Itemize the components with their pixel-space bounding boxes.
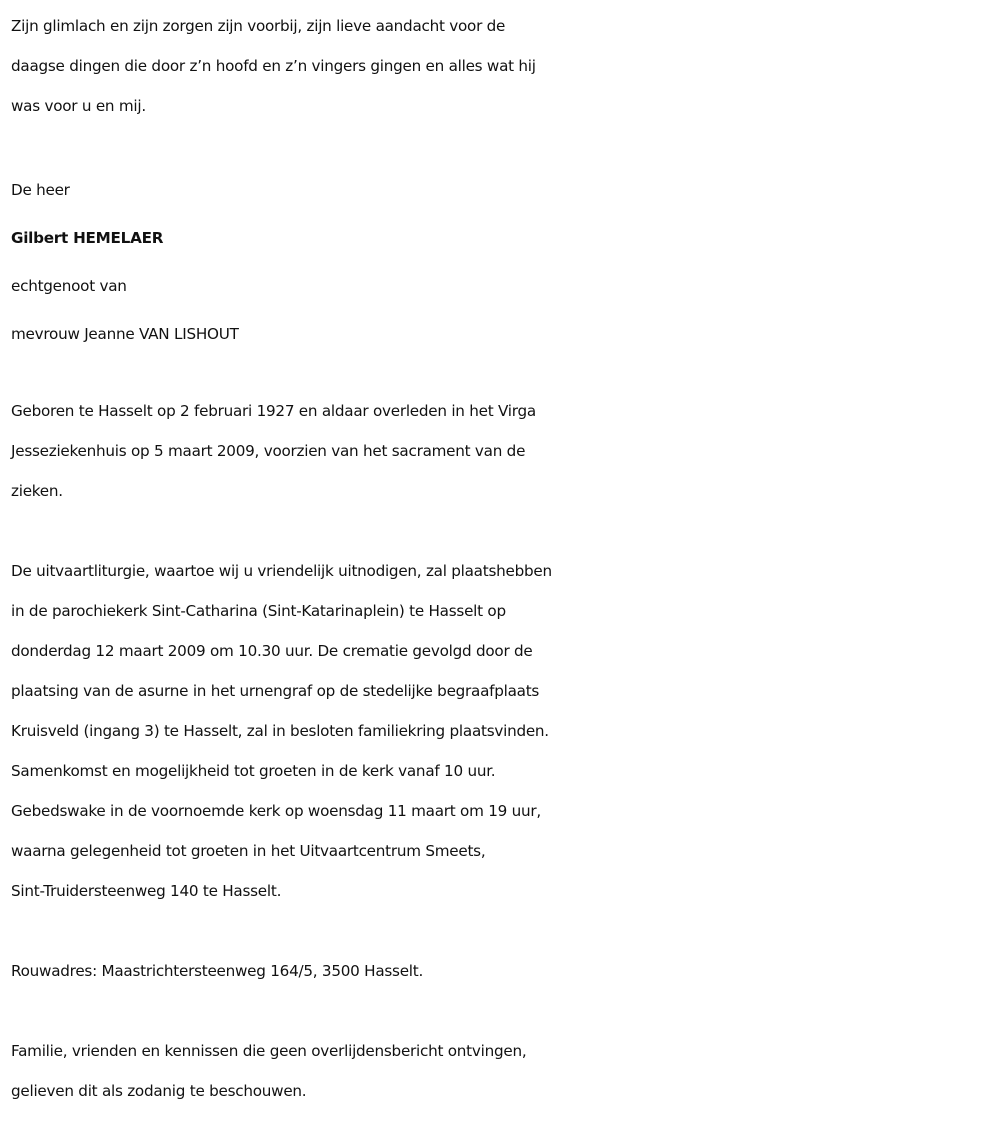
relation: echtgenoot van <box>11 277 127 295</box>
paragraph-gap <box>11 911 988 951</box>
address-paragraph <box>11 951 988 991</box>
funeral-line: donderdag 12 maart 2009 om 10.30 uur. De crematie gevolgd door de <box>11 642 533 660</box>
funeral-line: Gebedswake in de voornoemde kerk op woensdag 11 maart om 19 uur, <box>11 802 541 820</box>
paragraph-gap <box>11 511 988 551</box>
funeral-paragraph <box>11 551 988 911</box>
funeral-line: waarna gelegenheid tot groeten in het Uitvaartcentrum Smeets, <box>11 842 486 860</box>
birth-death-paragraph <box>11 391 988 511</box>
funeral-line: plaatsing van de asurne in het urnengraf op de stedelijke begraafplaats <box>11 682 540 700</box>
birth-death-line: Geboren te Hasselt op 2 februari 1927 en aldaar overleden in het Virga <box>11 402 536 420</box>
paragraph-gap <box>11 126 988 166</box>
funeral-line: Samenkomst en mogelijkheid tot groeten in de kerk vanaf 10 uur. <box>11 762 496 780</box>
intro-line: was voor u en mij. <box>11 97 146 115</box>
spouse-name: mevrouw Jeanne VAN LISHOUT <box>11 325 239 343</box>
deceased-name: Gilbert HEMELAER <box>11 229 164 247</box>
funeral-line: in de parochiekerk Sint-Catharina (Sint-Katarinaplein) te Hasselt op <box>11 602 506 620</box>
birth-death-line: Jesseziekenhuis op 5 maart 2009, voorzien van het sacrament van de <box>11 442 526 460</box>
intro-line: daagse dingen die door z’n hoofd en z’n vingers gingen en alles wat hij <box>11 57 536 75</box>
funeral-line: Kruisveld (ingang 3) te Hasselt, zal in besloten familiekring plaatsvinden. <box>11 722 549 740</box>
closing-paragraph <box>11 1031 988 1111</box>
salutation: De heer <box>11 181 70 199</box>
mourning-address: Rouwadres: Maastrichtersteenweg 164/5, 3500 Hasselt. <box>11 962 424 980</box>
person-block <box>11 166 988 358</box>
closing-line: Familie, vrienden en kennissen die geen overlijdensbericht ontvingen, <box>11 1042 527 1060</box>
paragraph-gap <box>11 358 988 391</box>
closing-line: gelieven dit als zodanig te beschouwen. <box>11 1082 307 1100</box>
intro-paragraph <box>11 6 988 126</box>
funeral-line: Sint-Truidersteenweg 140 te Hasselt. <box>11 882 282 900</box>
intro-line: Zijn glimlach en zijn zorgen zijn voorbij, zijn lieve aandacht voor de <box>11 17 506 35</box>
paragraph-gap <box>11 991 988 1031</box>
birth-death-line: zieken. <box>11 482 63 500</box>
funeral-line: De uitvaartliturgie, waartoe wij u vriendelijk uitnodigen, zal plaatshebben <box>11 562 552 580</box>
